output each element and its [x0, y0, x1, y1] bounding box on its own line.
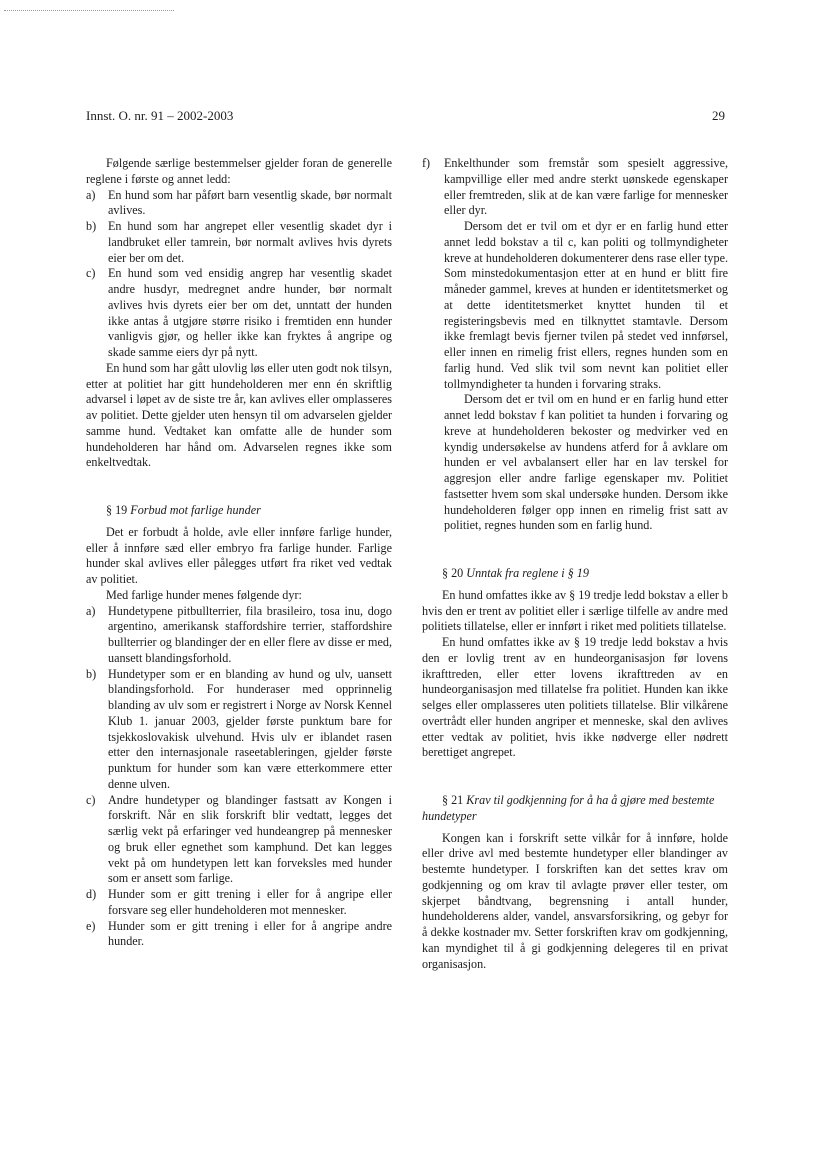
tvil-paragraph-2: Dersom det er tvil om en hund er en farlig hund etter annet ledd bokstav f kan politiet ta hunden i forvaring og kreve at hundeholderen bekoster og medvirker ved en kyndig undersøkelse av hundens atferd for å avklare om hunden er vel avbalansert eller har en lav terskel for aggresjon eller andre farlige egenskaper mv. Politiet fastsetter hvem som skal undersøke hunden. Dersom ikke hundeholderen følger opp innen en rimelig frist satt av politiet, regnes hunden som en farlig hund. — [444, 392, 728, 533]
section-number: § 19 — [106, 503, 128, 517]
list-item — [86, 667, 392, 793]
sec21-paragraph-1: Kongen kan i forskrift sette vilkår for å innføre, holde eller drive avl med bestemte hundetyper eller blandinger av bestemte hundetyper. I forskriften kan det settes krav om godkjenning og om krav til avlagte prøver eller tester, om skjerpet båndtvang, begrensning i antall hunder, hundeholderens alder, vandel, ansvarsforsikring, og gebyr for å dekke kostnader mv. Setter forskriften krav om godkjenning, kan myndighet til å gi godkjenning delegeres til en privat organisasjon. — [422, 830, 728, 971]
list-item — [86, 887, 392, 919]
list-label: b) — [86, 219, 97, 233]
section-heading-20 — [422, 566, 728, 582]
section-heading-19 — [86, 503, 392, 519]
list-label: c) — [86, 792, 96, 807]
list-label: d) — [86, 887, 97, 901]
list-item — [86, 266, 392, 361]
list-label: b) — [86, 666, 97, 681]
list-item — [422, 156, 728, 219]
special-rules-list — [86, 188, 392, 361]
tvil-paragraph-1: Dersom det er tvil om et dyr er en farlig hund etter annet ledd bokstav a til c, kan politi og tollmyndigheter kreve at hundeholderen dokumenterer dens rase eller type. Som minstedokumentasjon etter at en hund er blitt fire måneder gammel, kreves at hunden er identitetsmerket og at dette identitetsmerket knyttet hunden til et registeringsbevis med en tilknyttet stamtavle. Dersom ikke fremlagt bevis fjerner tvilen på stedet ved innførsel, eller innen en rimelig frist ellers, regnes hunden som en farlig hund. Ved slik tvil som nevnt kan politiet eller tollmyndigheter ta hunden i forvaring straks. — [444, 219, 728, 391]
intro-paragraph: Følgende særlige bestemmelser gjelder foran de generelle reglene i første og annet ledd: — [86, 156, 392, 186]
list-item — [86, 219, 392, 266]
advarsel-paragraph: En hund som har gått ulovlig løs eller uten godt nok tilsyn, etter at politiet har gitt hundeholderen mer enn én skriftlig advarsel i løpet av de siste tre år, kan avlives eller omplasseres av politiet. Dette gjelder uten hensyn til om advarselen gjelder samme hund. Vedtaket kan omfatte alle de hunder som hundeholderen har hånd om. Advarselen regnes ikke som enkeltvedtak. — [86, 360, 392, 470]
section-number: § 20 — [442, 566, 464, 580]
list-label: f) — [422, 156, 431, 170]
right-column — [422, 156, 728, 972]
scan-artifact-dots — [4, 10, 174, 13]
section-title: Forbud mot farlige hunder — [130, 503, 261, 517]
list-text: En hund som ved ensidig angrep har vesentlig skadet andre husdyr, medregnet andre hunder, bør normalt avlives hvis dyrets eier ber om det, unntatt der hunden ikke antas å utgjøre større risiko i fremtiden enn hunder vanligvis gjør, og heller ikke kan fryktes å angripe og skade samme eiers dyr på nytt. — [108, 266, 392, 359]
dangerous-dogs-list — [86, 604, 392, 951]
list-text: En hund som har angrepet eller vesentlig skadet dyr i landbruket eller tamrein, bør normalt avlives hvis dyrets eier ber om det. — [108, 219, 392, 265]
list-text: Hundetypene pitbullterrier, fila brasileiro, tosa inu, dogo argentino, amerikansk staffordshire terrier, staffordshire bullterrier og blandinger der en eller flere av disse er med, uansett blandingsforhold. — [108, 603, 392, 665]
section-number: § 21 — [442, 793, 464, 807]
section-title: Unntak fra reglene i § 19 — [466, 566, 589, 580]
sec20-paragraph-1: En hund omfattes ikke av § 19 tredje ledd bokstav a eller b hvis den er trent av politiet eller i særlige tilfelle av andre med politiets tillatelse, eller er innført i riket med politiets tillatelse. — [422, 587, 728, 634]
list-item — [86, 604, 392, 667]
running-header: Innst. O. nr. 91 – 2002-2003 — [86, 108, 234, 123]
list-label: c) — [86, 266, 96, 281]
list-item — [86, 793, 392, 888]
sec19-paragraph-2: Med farlige hunder menes følgende dyr: — [106, 587, 302, 602]
list-text: Enkelthunder som fremstår som spesielt aggressive, kampvillige eller med andre sterkt uønskede egenskaper eller fremtreden, slik at de kan være farlige for mennesker eller dyr. — [444, 156, 728, 218]
list-text: Andre hundetyper og blandinger fastsatt av Kongen i forskrift. Når en slik forskrift blir vedtatt, legges det særlig vekt på erfaringer ved hundeangrep på mennesker og bruk eller egnethet som kamphund. Det kan legges vekt på om hundetypen lett kan forveksles med hunder som er ansett som farlige. — [108, 792, 392, 886]
left-column — [86, 156, 392, 950]
list-label: e) — [86, 918, 96, 933]
sec19-paragraph-1: Det er forbudt å holde, avle eller innføre farlige hunder, eller å innføre sæd eller embryo fra farlige hunder. Farlige hunder skal avlives eller pålegges utført fra riket ved vedtak av politiet. — [86, 524, 392, 586]
list-item — [86, 188, 392, 220]
section-title: Krav til godkjenning for å ha å gjøre med bestemte hundetyper — [422, 793, 715, 823]
list-label: a) — [86, 603, 96, 618]
sec20-paragraph-2: En hund omfattes ikke av § 19 tredje ledd bokstav a hvis den er lovlig trent av en hundeorganisasjon før lovens ikrafttreden, eller etter lovens ikrafttreden av en hundeorganisasjon med tillatelse fra politiet. Hunden kan ikke selges eller omplasseres uten politiets tillatelse. Blir vilkårene overtrådt eller hunden angriper et menneske, skal den avlives etter vedtak av politiet, hvis ikke nødverge eller nødrett berettiget angrepet. — [422, 635, 728, 760]
page-number: 29 — [712, 108, 725, 123]
list-item — [86, 919, 392, 951]
list-text: Hunder som er gitt trening i eller for å angripe andre hunder. — [108, 918, 392, 949]
list-text: Hundetyper som er en blanding av hund og ulv, uansett blandingsforhold. For hunderaser med opprinnelig blanding av ulv som er registrert i Norge av Norsk Kennel Klub 1. januar 2003, gjelder første punktum bare for tsjekkoslovakisk ulvehund. Hvis ulv er iblandet rasen etter den internasjonale raseetableringen, gjelder første punktum for hunder som kan være etterkommere etter denne ulven. — [108, 666, 392, 791]
list-text: En hund som har påført barn vesentlig skade, bør normalt avlives. — [108, 187, 392, 218]
list-label: a) — [86, 187, 96, 202]
list-text: Hunder som er gitt trening i eller for å angripe eller forsvare seg eller hundeholderen mot mennesker. — [108, 887, 392, 917]
section-heading-21 — [422, 793, 728, 825]
